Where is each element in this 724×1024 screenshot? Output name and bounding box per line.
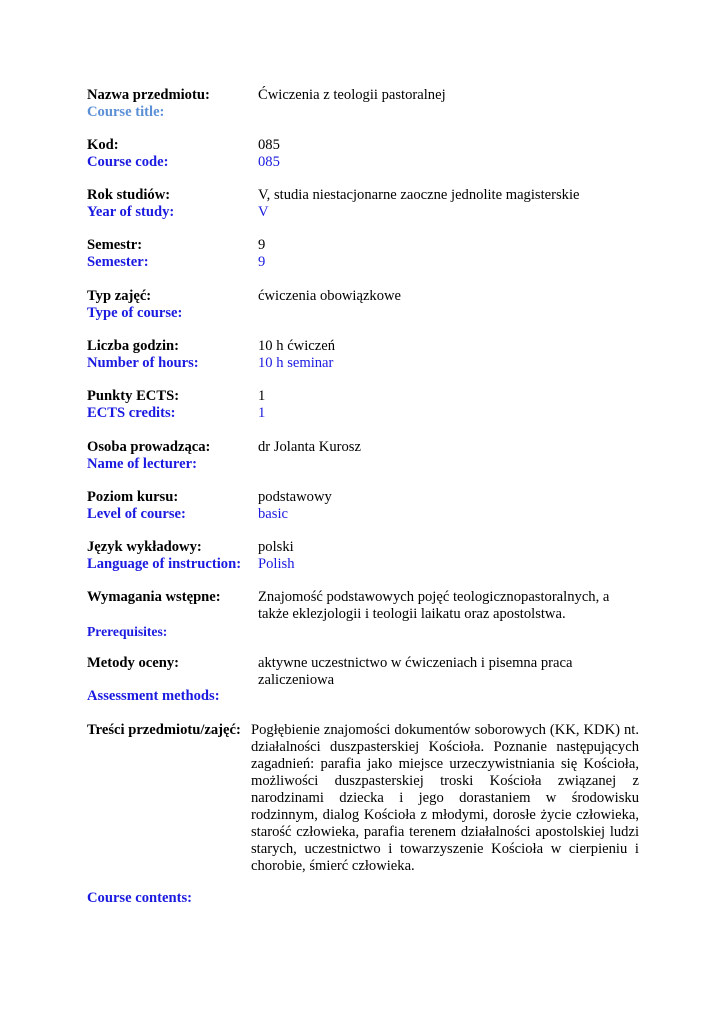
label-pl: Treści przedmiotu/zajęć: [87, 722, 241, 738]
label-pl: Nazwa przedmiotu: [87, 87, 210, 103]
label-en: Type of course: [87, 305, 183, 321]
value-pl: 085 [258, 137, 280, 153]
value-pl: ćwiczenia obowiązkowe [258, 288, 402, 304]
value-pl: Znajomość podstawowych pojęć teologicznopastoralnych, a także eklezjologii i teologii laikatu oraz apostolstwa. [258, 589, 610, 622]
label-en: Course title: [87, 104, 165, 120]
value-pl: V, studia niestacjonarne zaoczne jednolite magisterskie [258, 187, 580, 203]
label-pl: Rok studiów: [87, 187, 171, 203]
label-pl: Wymagania wstępne: [87, 589, 221, 605]
label-en: Year of study: [87, 204, 175, 220]
label-pl: Język wykładowy: [87, 539, 202, 555]
label-pl: Typ zajęć: [87, 288, 152, 304]
label-pl: Liczba godzin: [87, 338, 180, 354]
value-pl: 1 [258, 388, 266, 404]
label-en: Name of lecturer: [87, 456, 197, 472]
value-pl: aktywne uczestnictwo w ćwiczeniach i pisemna praca zaliczeniowa [258, 655, 573, 688]
value-pl: 10 h ćwiczeń [258, 338, 335, 354]
value-pl: polski [258, 539, 294, 555]
value-en: 9 [258, 254, 266, 270]
value-en: 085 [258, 154, 280, 170]
label-en: Number of hours: [87, 355, 199, 371]
value-en: Polish [258, 556, 295, 572]
value-pl: 9 [258, 237, 266, 253]
value-pl: Ćwiczenia z teologii pastoralnej [258, 87, 446, 103]
value-pl: dr Jolanta Kurosz [258, 439, 361, 455]
label-en: Course contents: [87, 890, 192, 906]
value-en: basic [258, 506, 288, 522]
label-en: Prerequisites: [87, 624, 168, 639]
label-en: Semester: [87, 254, 149, 270]
label-en: Level of course: [87, 506, 186, 522]
label-pl: Punkty ECTS: [87, 388, 180, 404]
value-en: 1 [258, 405, 266, 421]
label-en: Assessment methods: [87, 688, 220, 704]
label-pl: Poziom kursu: [87, 489, 179, 505]
label-pl: Osoba prowadząca: [87, 439, 211, 455]
label-en: ECTS credits: [87, 405, 176, 421]
value-en: 10 h seminar [258, 355, 334, 371]
value-pl: Pogłębienie znajomości dokumentów soborowych (KK, KDK) nt. działalności duszpasterskiej Kościoła. Poznanie następujących zagadnień: parafia jako miejsce urzeczywistniania się Kościoła, możliwości duszpasterskiej troski Kościoła związanej z narodzinami dziecka i jego dorastaniem w środowisku rodzinnym, dialog Kościoła z młodymi, dorosłe życie człowieka, starość człowieka, parafia terenem działalności apostolskiej ludzi starych, uczestnictwo i towarzyszenie Kościoła w cierpieniu i chorobie, śmierć człowieka. [251, 722, 639, 874]
value-en: V [258, 204, 269, 220]
label-pl: Semestr: [87, 237, 143, 253]
label-pl: Metody oceny: [87, 655, 179, 671]
label-pl: Kod: [87, 137, 119, 153]
value-pl: podstawowy [258, 489, 332, 505]
label-en: Language of instruction: [87, 556, 242, 572]
label-en: Course code: [87, 154, 169, 170]
